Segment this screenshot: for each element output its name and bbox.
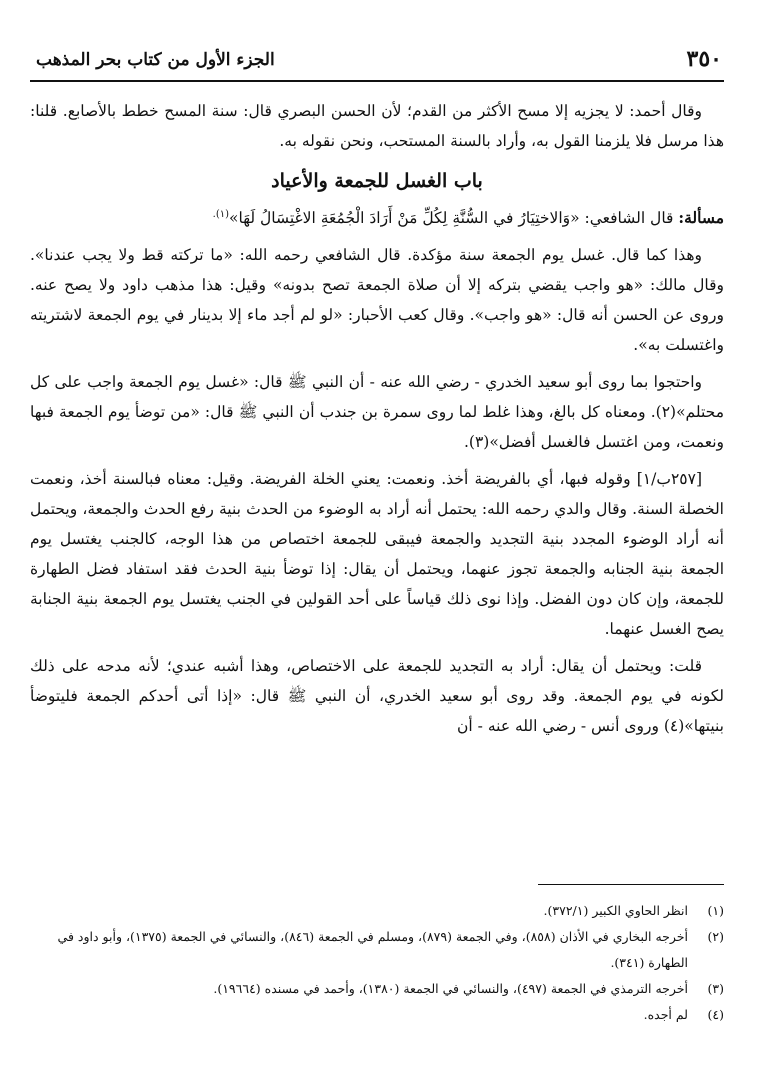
masala-label: مسألة: <box>678 208 724 228</box>
footnote-number: (١) <box>707 903 724 918</box>
footnote <box>30 924 724 976</box>
footnote <box>30 976 724 1002</box>
footnote-text: أخرجه البخاري في الأذان (٨٥٨)، وفي الجمعة (٨٧٩)، ومسلم في الجمعة (٨٤٦)، والنسائي في الجمعة (١٣٧٥)، وأبو داود في الطهارة (٣٤١). <box>57 929 688 970</box>
paragraph-2: وهذا كما قال. غسل يوم الجمعة سنة مؤكدة. قال الشافعي رحمه الله: «ما تركته قط ولا يجب عندنا». وقال مالك: «هو واجب يقضي بتركه إلا أن صلاة الجمعة تصح بدونه» وقيل: هذا مذهب داود ولا يصح عنه. وروى عن الحسن أنه قال: «هو واجب». وقال كعب الأحبار: «لو لم أجد ماء إلا بدينار في يوم الجمعة لاشتريته واغتسلت به». <box>30 246 724 355</box>
footnote-text: انظر الحاوي الكبير (٣٧٢/١). <box>543 903 688 918</box>
masala-paragraph <box>30 200 724 233</box>
chapter-title: باب الغسل للجمعة والأعياد <box>271 170 483 192</box>
footnote-text: لم أجده. <box>643 1007 688 1022</box>
footnote-number: (٣) <box>707 981 724 996</box>
footnote-ref-1: (١). <box>212 209 230 220</box>
footnote <box>30 1002 724 1028</box>
footnotes <box>30 898 724 1028</box>
page-header <box>30 46 724 82</box>
footnote-number: (٤) <box>707 1007 724 1022</box>
footnote <box>30 898 724 924</box>
paragraph-1: وقال أحمد: لا يجزيه إلا مسح الأكثر من القدم؛ لأن الحسن البصري قال: سنة المسح خطط بالأصابع. قلنا: هذا مرسل فلا يلزمنا القول به، وأراد بالسنة المستحب، ونحن نقوله به. <box>30 102 724 150</box>
footnote-text: أخرجه الترمذي في الجمعة (٤٩٧)، والنسائي في الجمعة (١٣٨٠)، وأحمد في مسنده (١٩٦٦٤). <box>213 981 688 996</box>
paragraph-4: [٢٥٧ب/١] وقوله فبها، أي بالفريضة أخذ. ونعمت: يعني الخلة الفريضة. وقيل: معناه فبالسنة أخذ، ونعمت الخصلة السنة. وقال والدي رحمه الله: يحتمل أنه أراد به الوضوء من الحدث بنية رفع الحدث والجمعة، ويحتمل أنه أراد الوضوء المجدد بنية التجديد والجمعة فيبقى للجمعة اختصاص من هذا الوجه، كالجنب يغتسل يوم الجمعة بنية الجنابه والجمعة تجوز عنهما، ويحتمل أن يقال: إذا توضأ بنية الحدث فقد استفاد فضل الطهارة للجمعة، وإن كان دون الفضل. وإذا نوى ذلك قياساً على أحد القولين في الجنب يغتسل يوم الجمعة بنية الجنابة يصح الغسل عنهما. <box>30 470 724 639</box>
masala-text: قال الشافعي: «وَالاختِيَارُ في السُّنَّةِ لِكُلِّ مَنْ أَرَادَ الْجُمُعَةِ الاغْتِسَالُ لَهَا» <box>229 209 674 228</box>
running-title: الجزء الأول من كتاب بحر المذهب <box>36 50 275 70</box>
main-text <box>30 96 724 748</box>
footnote-number: (٢) <box>707 929 724 944</box>
footnote-separator <box>538 884 724 885</box>
paragraph-3: واحتجوا بما روى أبو سعيد الخدري - رضي الله عنه - أن النبي ﷺ قال: «غسل يوم الجمعة واجب على كل محتلم»(٢). ومعناه كل بالغ، وهذا غلط لما روى سمرة بن جندب أن النبي ﷺ قال: «من توضأ يوم الجمعة فبها ونعمت، ومن اغتسل فالغسل أفضل»(٣). <box>30 373 724 452</box>
paragraph-5: قلت: ويحتمل أن يقال: أراد به التجديد للجمعة على الاختصاص، وهذا أشبه عندي؛ لأنه مدحه على ذلك لكونه في يوم الجمعة. وقد روى أبو سعيد الخدري، أن النبي ﷺ قال: «إذا أتى أحدكم الجمعة فليتوضأ بنيتها»(٤) وروى أنس - رضي الله عنه - أن <box>30 657 724 736</box>
page-number: ٣٥٠ <box>686 46 722 72</box>
